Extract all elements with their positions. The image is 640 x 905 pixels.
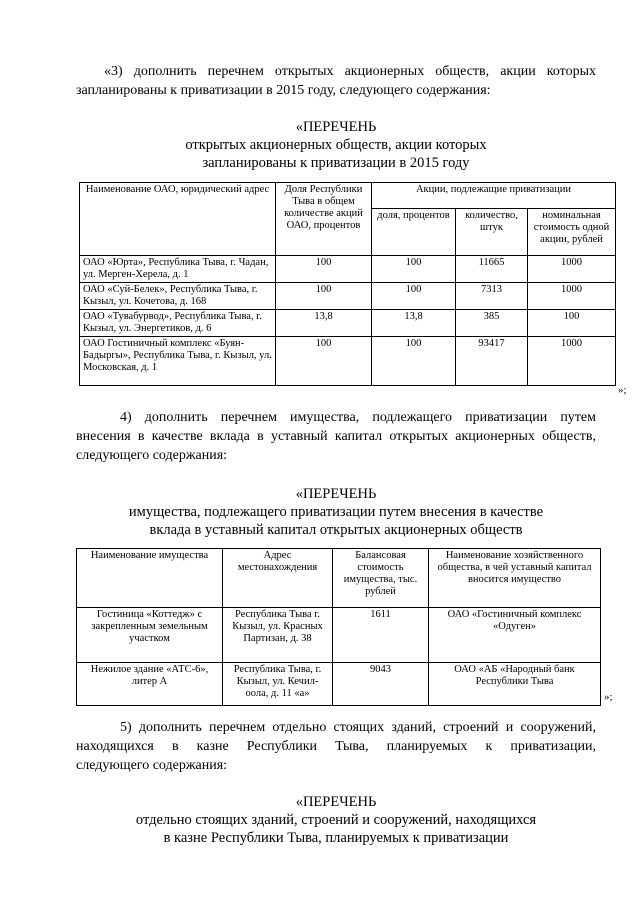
cell-share: 100 [276,337,372,386]
cell-share-pct: 100 [372,283,456,310]
cell-balance: 1611 [333,608,429,663]
section5-title-line: отдельно стоящих зданий, строений и сооружений, находящихся [135,812,537,828]
cell-share-pct: 100 [372,337,456,386]
section4-intro-line: внесения в качестве вклада в уставный капитал открытых акционерных обществ, [76,429,596,444]
section5-intro-line: находящихся в казне Республики Тыва, планируемых к приватизации, [76,739,596,754]
section3-title-line: открытых акционерных обществ, акции которых [185,137,487,153]
cell-company: ОАО «АБ «Народный банк Республики Тыва [429,663,601,706]
cell-nominal: 1000 [528,283,616,310]
cell-name: ОАО Гостиничный комплекс «Буян-Бадыргы», Республика Тыва, г. Кызыл, ул. Московская, д. 1 [80,337,276,386]
cell-name: ОАО «Юрта», Республика Тыва, г. Чадан, ул. Мерген-Херела, д. 1 [80,256,276,283]
section5-title [76,793,596,847]
cell-company: ОАО «Гостиничный комплекс «Одуген» [429,608,601,663]
table-row [77,663,601,706]
cell-quantity: 93417 [456,337,528,386]
cell-name: Нежилое здание «АТС-6», литер А [77,663,223,706]
cell-share-pct: 100 [372,256,456,283]
cell-name: Гостиница «Коттедж» с закрепленным земельным участком [77,608,223,663]
cell-name: ОАО «Суй-Белек», Республика Тыва, г. Кызыл, ул. Кочетова, д. 168 [80,283,276,310]
section3-title-line: «ПЕРЕЧЕНЬ [295,119,377,135]
section4-title [76,485,596,539]
section4-table [76,548,601,706]
cell-nominal: 100 [528,310,616,337]
section4-intro-line: следующего содержания: [76,448,228,463]
section3-table [79,182,616,386]
header-quantity: количество, штук [456,209,528,256]
cell-nominal: 1000 [528,256,616,283]
section4-intro-line: 4) дополнить перечнем имущества, подлежащего приватизации путем [120,410,596,425]
header-nominal: номинальная стоимость одной акции, рублей [528,209,616,256]
section5-intro [76,718,596,775]
table-row [80,283,616,310]
section5-title-line: «ПЕРЕЧЕНЬ [295,794,377,810]
table-header-row [77,549,601,608]
cell-share: 100 [276,256,372,283]
cell-quantity: 11665 [456,256,528,283]
cell-nominal: 1000 [528,337,616,386]
header-share-pct: доля, процентов [372,209,456,256]
section4-closing-quote: »; [604,691,613,703]
cell-name: ОАО «Тувабурвод», Республика Тыва, г. Кызыл, ул. Энергетиков, д. 6 [80,310,276,337]
cell-share: 13,8 [276,310,372,337]
cell-balance: 9043 [333,663,429,706]
header-address: Адрес местонахождения [223,549,333,608]
cell-quantity: 7313 [456,283,528,310]
section5-title-line: в казне Республики Тыва, планируемых к приватизации [163,830,509,846]
cell-address: Республика Тыва г. Кызыл, ул. Красных Партизан, д. 38 [223,608,333,663]
section3-intro-line: запланированы к приватизации в 2015 году, следующего содержания: [76,83,491,98]
header-share: Доля Республики Тыва в общем количестве акций ОАО, процентов [276,183,372,256]
table-row [80,256,616,283]
section5-intro-line: 5) дополнить перечнем отдельно стоящих зданий, строений и сооружений, [120,720,596,735]
header-shares-group: Акции, подлежащие приватизации [372,183,616,209]
table-row [80,337,616,386]
header-name: Наименование имущества [77,549,223,608]
section3-title-line: запланированы к приватизации в 2015 году [202,155,470,171]
section3-intro-line: «3) дополнить перечнем открытых акционерных обществ, акции которых [104,64,596,79]
section5-intro-line: следующего содержания: [76,758,228,773]
table-row [80,310,616,337]
cell-quantity: 385 [456,310,528,337]
section3-title [76,118,596,172]
header-balance: Балансовая стоимость имущества, тыс. рублей [333,549,429,608]
cell-share: 100 [276,283,372,310]
section4-title-line: вклада в уставный капитал открытых акционерных обществ [149,522,523,538]
section4-title-line: «ПЕРЕЧЕНЬ [295,486,377,502]
header-company: Наименование хозяйственного общества, в чей уставный капитал вносится имущество [429,549,601,608]
cell-address: Республика Тыва, г. Кызыл, ул. Кечил-оола, д. 11 «а» [223,663,333,706]
header-name: Наименование ОАО, юридический адрес [80,183,276,256]
section4-intro [76,408,596,465]
cell-share-pct: 13,8 [372,310,456,337]
section4-title-line: имущества, подлежащего приватизации путем внесения в качестве [128,504,544,520]
table-row [77,608,601,663]
table-header-row [80,183,616,209]
section3-intro [76,62,596,100]
section3-closing-quote: »; [618,384,627,396]
